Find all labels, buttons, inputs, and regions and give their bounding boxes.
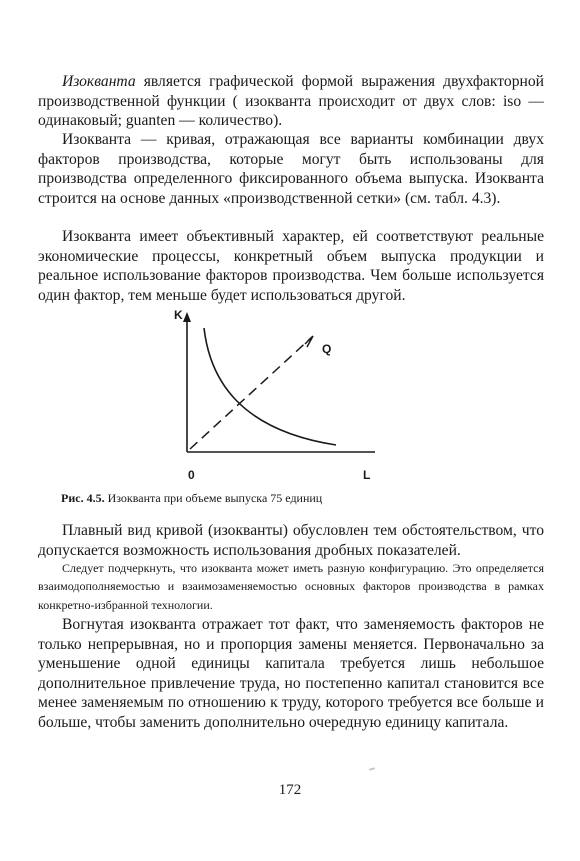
paragraph-isoquant-curve: Изокванта — кривая, отражающая все варианты комбинации двух факторов производства, которые могут быть использованы для производства определенного фиксированного объема выпуска. Изокванта строится на основе данных «производственной сетки» (см. табл. 4.3). [38, 131, 544, 207]
x-axis-label: L [363, 468, 371, 482]
figure-caption-text: Изокванта при объеме выпуска 75 единиц [104, 491, 323, 505]
paragraph-concave-isoquant: Вогнутая изокванта отражает тот факт, что заменяемость факторов не только непрерывная, но и пропорция замены меняется. Первоначально за уменьшение одной единицы капитала требуется лишь небольшое дополнительное привлечение труда, но постепенно капитал становится все менее заменяемым по отношению к труду, которого требуется все больше и больше, чтобы заменить дополнительно очередную единицу капитала. [38, 616, 544, 731]
paragraph-definition-text: является графической формой выражения двухфакторной производственной функции ( изокванта происходит от двух слов: iso — одинаковый; guanten — количество). [38, 73, 544, 129]
y-axis-label: K [174, 308, 183, 322]
isoquant-curve [204, 328, 336, 445]
paragraph-note-configuration: Следует подчеркнуть, что изокванта может иметь разную конфигурацию. Это определяется взаимодополняемостью и взаимозаменяемостью основных факторов производства в рамках конкретно-избранной технологии. [38, 561, 544, 612]
origin-label: 0 [188, 468, 195, 482]
ray-q [190, 337, 312, 449]
ray-q-label: Q [322, 342, 332, 356]
y-axis-arrow [183, 312, 191, 322]
paragraph-smooth-curve: Плавный вид кривой (изокванты) обусловлен тем обстоятельством, что допускается возможность использования дробных показателей. [38, 522, 544, 559]
paragraph-definition [38, 72, 544, 131]
term-isoquant: Изокванта [62, 73, 136, 90]
scan-mark [369, 767, 375, 770]
paragraph-objective-character: Изокванта имеет объективный характер, ей соответствуют реальные экономические процессы, конкретный объем выпуска продукции и реальное использование факторов производства. Чем больше используется один фактор, тем меньше будет использоваться другой. [38, 228, 544, 304]
figure-caption [61, 491, 322, 506]
page-number: 172 [278, 782, 302, 798]
ray-q-arrowhead [305, 336, 313, 347]
figure-caption-number: Рис. 4.5. [61, 491, 105, 505]
